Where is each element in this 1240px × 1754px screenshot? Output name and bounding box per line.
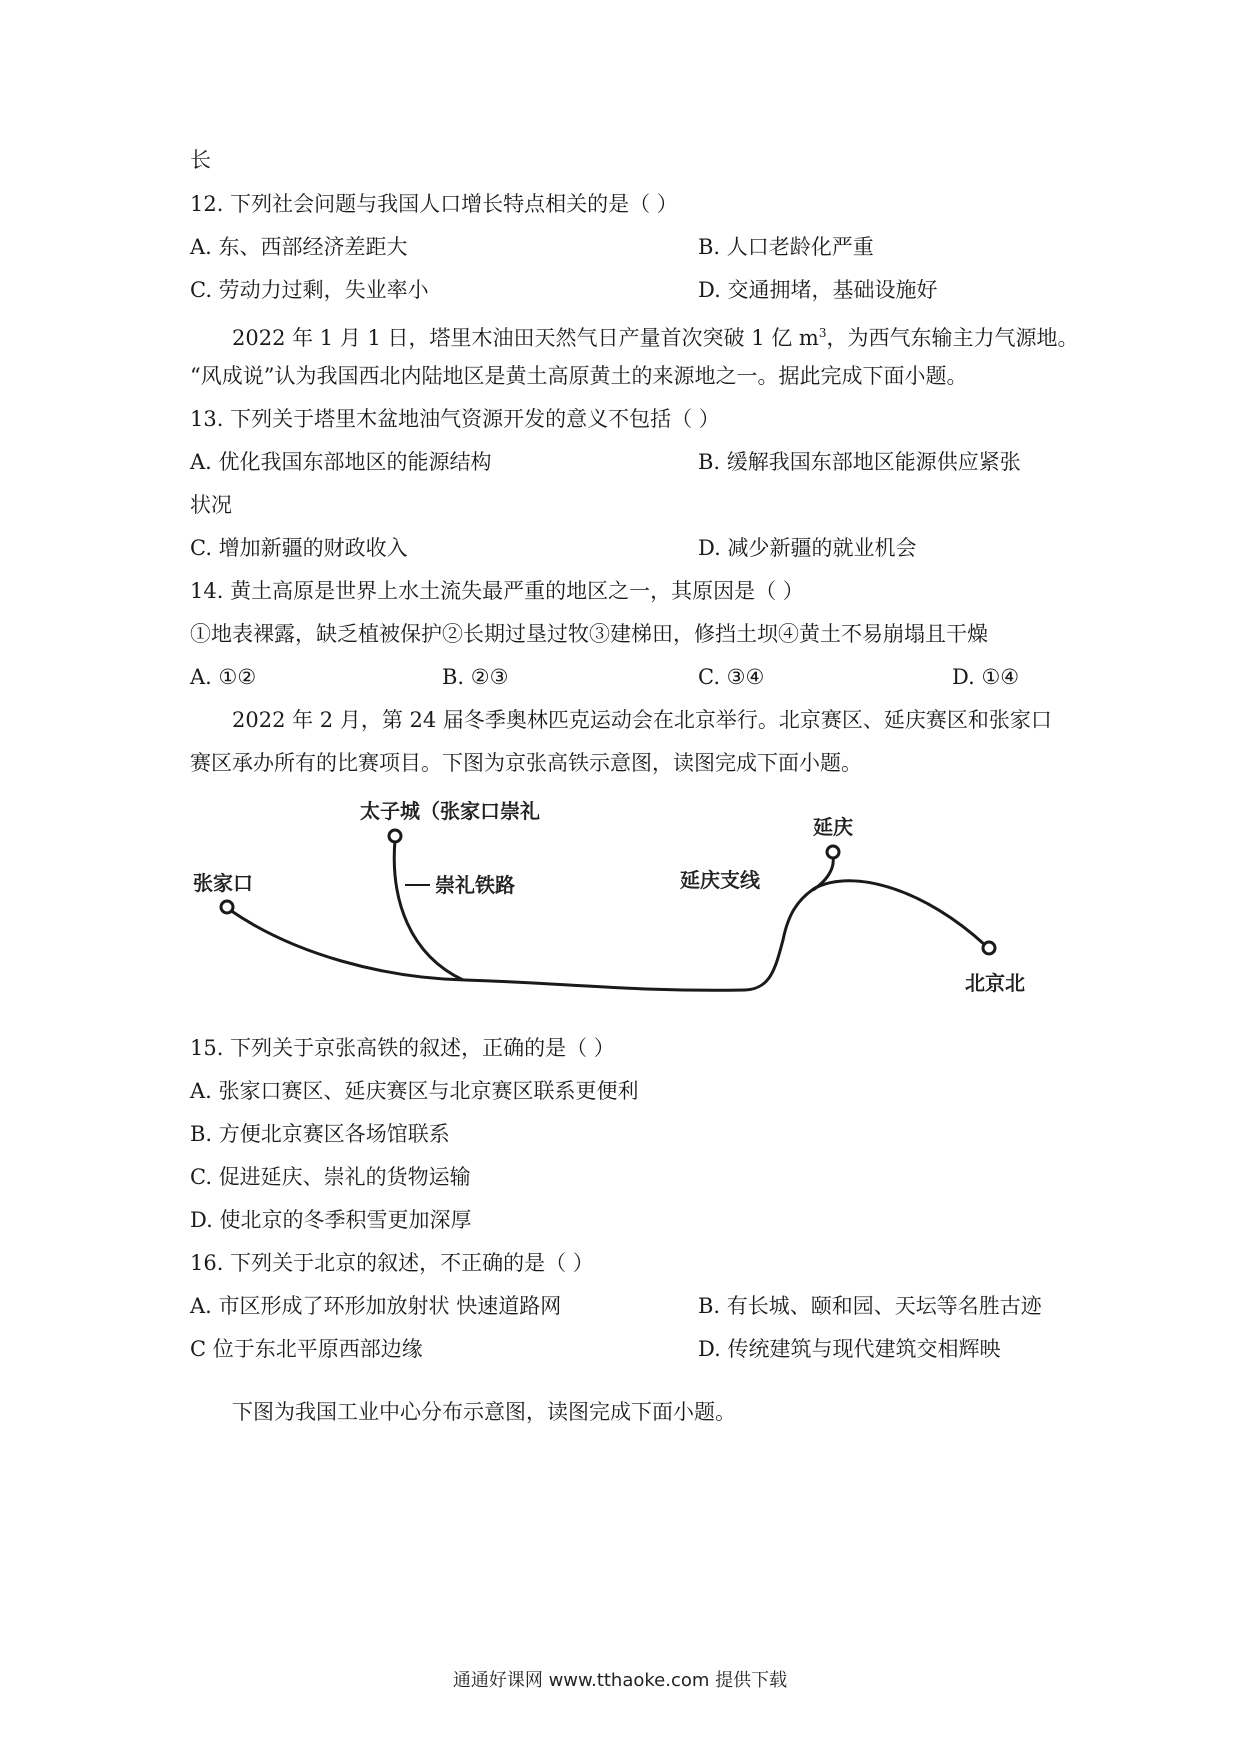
question-13-option-b-wrap: 状况 [190,493,232,517]
question-15-option-c: C. 促进延庆、崇礼的货物运输 [190,1165,471,1189]
railway-map-svg [185,790,1065,1015]
question-15-stem: 15. 下列关于京张高铁的叙述，正确的是（ ） [190,1036,615,1060]
label-chongli-railway: 崇礼铁路 [435,873,515,897]
station-yanqing-marker [827,846,839,858]
question-16-option-d: D. 传统建筑与现代建筑交相辉映 [698,1337,1001,1361]
passage-1-line-1 [190,318,1112,353]
jingzhang-railway-diagram [185,790,1065,1015]
station-zhangjiakou-marker [221,901,233,913]
label-yanqing-branch: 延庆支线 [680,868,760,892]
superscript-3: 3 [818,326,827,340]
question-16-stem: 16. 下列关于北京的叙述，不正确的是（ ） [190,1251,594,1275]
passage-2-line-2: 赛区承办所有的比赛项目。下图为京张高铁示意图，读图完成下面小题。 [190,751,862,775]
question-14-option-b: B. ②③ [442,665,509,689]
question-15-option-d: D. 使北京的冬季积雪更加深厚 [190,1208,472,1232]
question-16-option-c: C 位于东北平原西部边缘 [190,1337,423,1361]
page-footer: 通通好课网 www.tthaoke.com 提供下载 [452,1670,788,1691]
question-13-option-b: B. 缓解我国东部地区能源供应紧张 [698,450,1021,474]
question-12-stem: 12. 下列社会问题与我国人口增长特点相关的是（ ） [190,192,678,216]
question-15-option-a: A. 张家口赛区、延庆赛区与北京赛区联系更便利 [190,1079,639,1103]
question-13-option-c: C. 增加新疆的财政收入 [190,536,408,560]
question-14-option-c: C. ③④ [698,665,765,689]
station-taizicheng-marker [389,830,401,842]
question-13-option-a: A. 优化我国东部地区的能源结构 [190,450,492,474]
passage-1-line-1-tail: ，为西气东输主力气源地。 [826,326,1079,350]
question-14-option-a: A. ①② [190,665,257,689]
question-13-stem: 13. 下列关于塔里木盆地油气资源开发的意义不包括（ ） [190,407,720,431]
station-beijingbei-marker [983,942,995,954]
label-zhangjiakou: 张家口 [193,871,253,895]
label-taizicheng: 太子城（张家口崇礼 [360,799,540,823]
question-12-option-b: B. 人口老龄化严重 [698,235,874,259]
passage-2-line-1: 2022 年 2 月，第 24 届冬季奥林匹克运动会在北京举行。北京赛区、延庆赛区和张家口 [232,708,1052,732]
chongli-railway-branch [394,840,463,980]
question-13-option-d: D. 减少新疆的就业机会 [698,536,917,560]
question-14-stem: 14. 黄土高原是世界上水土流失最严重的地区之一，其原因是（ ） [190,579,804,603]
question-15-option-b: B. 方便北京赛区各场馆联系 [190,1122,450,1146]
question-16-option-b: B. 有长城、颐和园、天坛等名胜古迹 [698,1294,1042,1318]
label-yanqing: 延庆 [813,815,853,839]
main-railway-line [230,881,985,991]
passage-3: 下图为我国工业中心分布示意图，读图完成下面小题。 [232,1400,736,1424]
question-14-items: ①地表裸露，缺乏植被保护②长期过垦过牧③建梯田，修挡土坝④黄土不易崩塌且干燥 [190,622,988,646]
question-12-option-a: A. 东、西部经济差距大 [190,235,408,259]
question-14-option-d: D. ①④ [952,665,1020,689]
question-12-option-d: D. 交通拥堵，基础设施好 [698,278,938,302]
continuation-text: 长 [190,148,211,172]
question-16-option-a: A. 市区形成了环形加放射状 快速道路网 [190,1294,562,1318]
passage-1-line-1-main: 2022 年 1 月 1 日，塔里木油田天然气日产量首次突破 1 亿 m [232,326,819,350]
label-beijingbei: 北京北 [965,971,1025,995]
question-12-option-c: C. 劳动力过剩，失业率小 [190,278,429,302]
passage-1-line-2: “风成说”认为我国西北内陆地区是黄土高原黄土的来源地之一。据此完成下面小题。 [190,364,968,388]
